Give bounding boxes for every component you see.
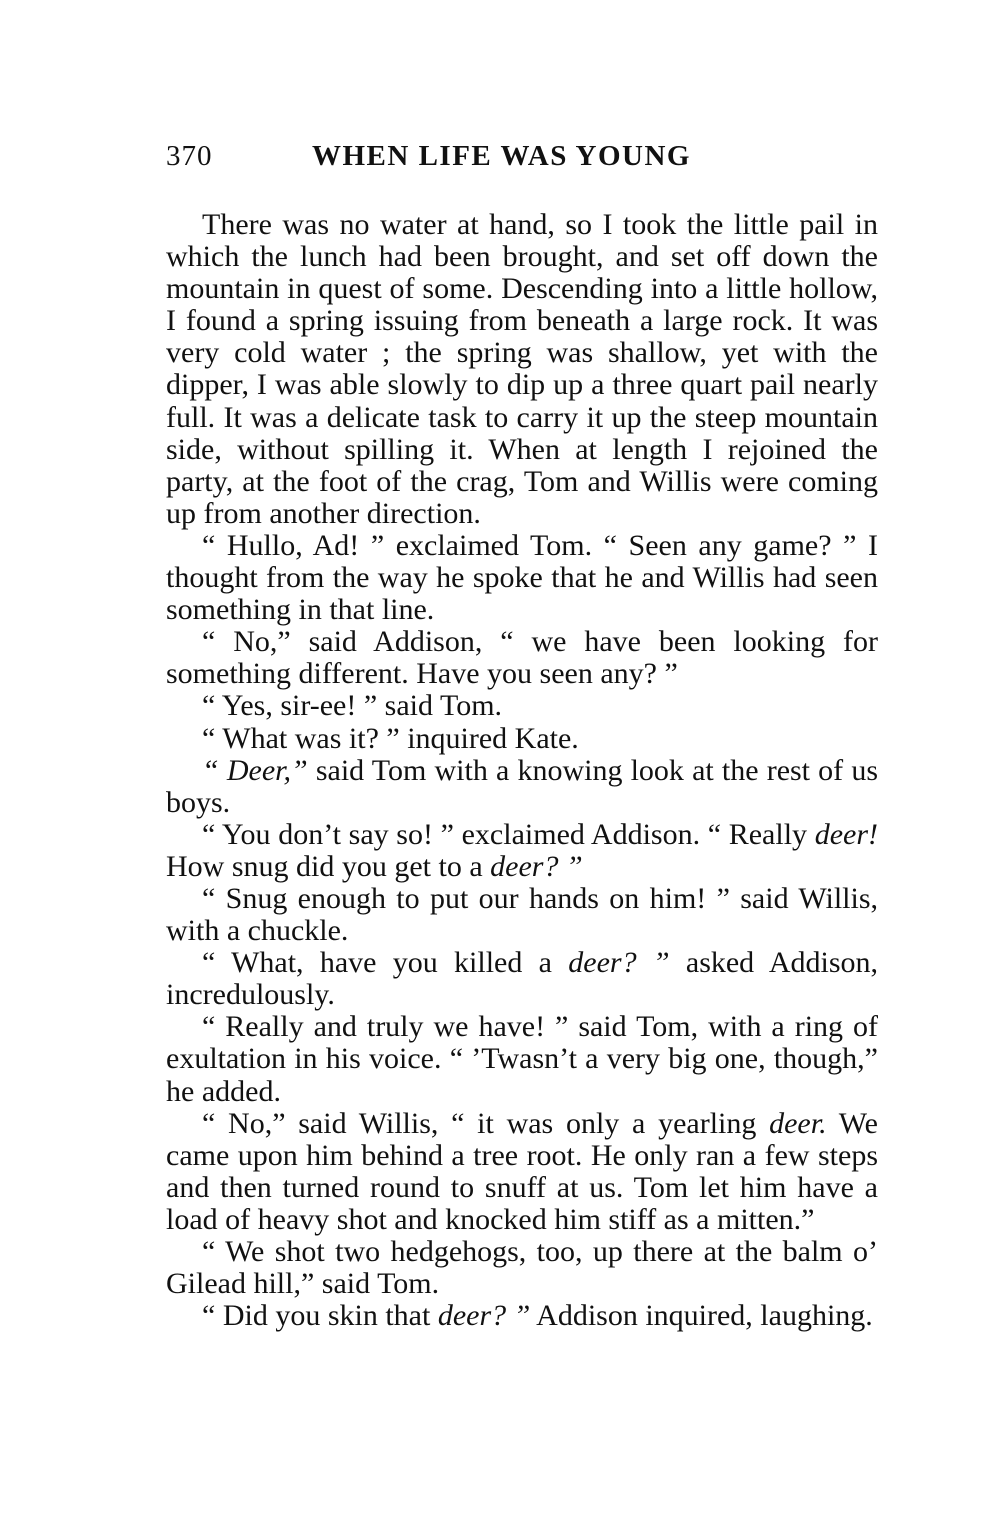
text-segment: “ Did you skin that: [202, 1299, 438, 1333]
text-segment: “ No,” said Willis, “ it was only a yearling: [202, 1106, 770, 1140]
text-segment: asked Addison, incredulously.: [166, 946, 878, 1012]
text-segment: There was no water at hand, so I took the little pail in which the lunch had been brought, and set off down the mountain in quest of some. Descending into a little hollow, I found a spring issuing from beneath a large rock. It was very cold water ; the spring was shallow, yet with the dipper, I was able slowly to dip up a three quart pail nearly full. It was a delicate task to carry it up the steep mountain side, without spilling it. When at length I rejoined the party, at the foot of the crag, Tom and Willis were coming up from another direction.: [166, 208, 878, 530]
text-segment: “ Hullo, Ad! ” exclaimed Tom. “ Seen any game? ” I thought from the way he spoke that he and Willis had seen something in that line.: [166, 528, 878, 627]
italic-text-segment: deer.: [769, 1106, 827, 1140]
body-text: [166, 209, 878, 1332]
paragraph: [166, 723, 878, 755]
text-segment: said Tom with a knowing look at the rest of us boys.: [166, 753, 878, 819]
italic-text-segment: deer!: [814, 817, 878, 851]
text-segment: “ What, have you killed a: [202, 946, 569, 980]
paragraph: [166, 209, 878, 530]
running-title: WHEN LIFE WAS YOUNG: [312, 140, 691, 172]
italic-text-segment: deer? ”: [490, 849, 583, 883]
paragraph: [166, 1300, 878, 1332]
text-segment: “ No,” said Addison, “ we have been looking for something different. Have you seen any? ”: [166, 625, 878, 691]
text-segment: “ You don’t say so! ” exclaimed Addison. “ Really: [202, 817, 815, 851]
paragraph: [166, 947, 878, 1011]
text-segment: “ We shot two hedgehogs, too, up there at the balm o’ Gilead hill,” said Tom.: [166, 1235, 878, 1301]
text-segment: Addison inquired, laughing.: [530, 1299, 873, 1333]
text-segment: We came upon him behind a tree root. He only ran a few steps and then turned round to snuff at us. Tom let him have a load of heavy shot and knocked him stiff as a mitten.”: [166, 1106, 878, 1236]
italic-text-segment: deer? ”: [437, 1299, 531, 1333]
italic-text-segment: “ Deer,”: [202, 753, 308, 787]
paragraph: [166, 690, 878, 722]
paragraph: [166, 883, 878, 947]
paragraph: [166, 1236, 878, 1300]
paragraph: [166, 1011, 878, 1107]
page-number: 370: [166, 140, 213, 172]
paragraph: [166, 755, 878, 819]
text-segment: “ What was it? ” inquired Kate.: [202, 721, 579, 755]
paragraph: [166, 530, 878, 626]
paragraph: [166, 1108, 878, 1236]
text-segment: “ Really and truly we have! ” said Tom, with a ring of exultation in his voice. “ ’Twasn’t a very big one, though,” he added.: [166, 1010, 878, 1108]
text-segment: How snug did you get to a: [166, 849, 491, 883]
paragraph: [166, 819, 878, 883]
text-segment: “ Yes, sir-ee! ” said Tom.: [202, 689, 503, 723]
italic-text-segment: deer? ”: [568, 946, 670, 980]
page-header: [166, 136, 878, 176]
text-segment: “ Snug enough to put our hands on him! ” said Willis, with a chuckle.: [166, 881, 878, 948]
paragraph: [166, 626, 878, 690]
